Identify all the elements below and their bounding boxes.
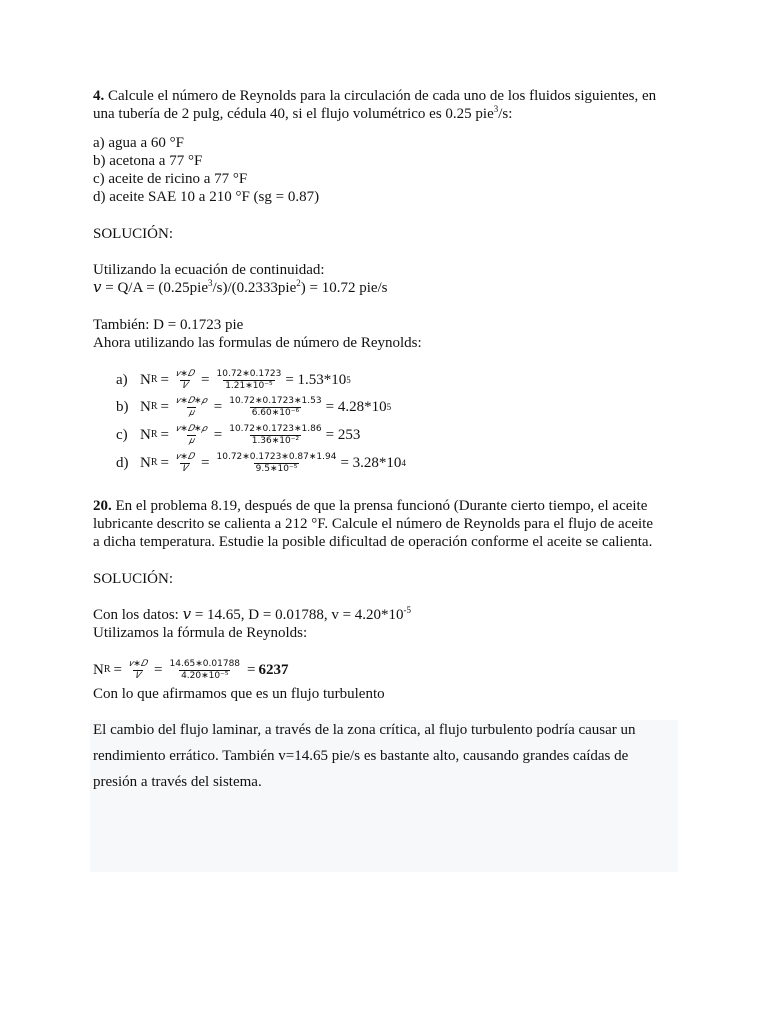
- option-b: b) acetona a 77 °F: [93, 153, 203, 169]
- formula-20: N R = $\frac{\text{𝑣∗𝐷}}{\text{𝑉}}$ = $\frac{14.65∗0.01788}{\text{4.20∗10⁻⁵}}$ = 6237: [93, 658, 289, 681]
- conclusion: Con lo que afirmamos que es un flujo turbulento: [93, 686, 385, 702]
- diameter-statement: También: D = 0.1723 pie: [93, 317, 244, 333]
- solution-label-20: SOLUCIÓN:: [93, 571, 174, 587]
- option-c: c) aceite de ricino a 77 °F: [93, 171, 248, 187]
- reynolds-formula-intro: Utilizamos la fórmula de Reynolds:: [93, 625, 308, 641]
- given-data: Con los datos: 𝑣 = 14.65, D = 0.01788, $v = 4.20*10^{-5}$: [93, 605, 412, 623]
- formula-c: c) N R = $\frac{\text{𝑣∗𝐷∗𝜌}}{\text{𝜇}}$ = $\frac{10.72∗0.1723∗1.86}{\text{1.36∗10⁻²}}$ = 253: [116, 423, 361, 446]
- problem-20-line-2: lubricante descrito se calienta a 212 °F. Calcule el número de Reynolds para el flujo de aceite: [93, 516, 654, 532]
- problem-20-line-3: a dicha temperatura. Estudie la posible dificultad de operación conforme el aceite se calienta.: [93, 534, 653, 550]
- formula-d: d) N R = $\frac{\text{𝑣∗𝐷}}{\text{𝑉}}$ = $\frac{10.72∗0.1723∗0.87∗1.94}{\text{9.5∗10⁻⁵}}$ = 3.28*10 4: [116, 451, 406, 474]
- discussion-line-3: presión a través del sistema.: [93, 774, 262, 790]
- problem-20-line-1: 20. En el problema 8.19, después de que la prensa funcionó (Durante cierto tiempo, el aceite: [93, 498, 648, 514]
- formula-b: b) N R = $\frac{\text{𝑣∗𝐷∗𝜌}}{\text{𝜇}}$ = $\frac{10.72∗0.1723∗1.53}{\text{6.60∗10⁻⁶}}$ = 4.28*10 5: [116, 395, 392, 418]
- discussion-box: [90, 720, 678, 872]
- solution-label-4: SOLUCIÓN:: [93, 226, 174, 242]
- discussion-line-2: rendimiento errático. También v=14.65 pie/s es bastante alto, causando grandes caídas de: [93, 748, 629, 764]
- problem-4-line-1: 4. Calcule el número de Reynolds para la circulación de cada uno de los fluidos siguientes, en: [93, 88, 657, 104]
- option-d: d) aceite SAE 10 a 210 °F (sg = 0.87): [93, 189, 320, 205]
- discussion-line-1: El cambio del flujo laminar, a través de la zona crítica, al flujo turbulento podría causar un: [93, 722, 636, 738]
- problem-4-line-2: una tubería de 2 pulg, cédula 40, si el flujo volumétrico es 0.25 pie$^3$/s:: [93, 104, 513, 122]
- option-a: a) agua a 60 °F: [93, 135, 184, 151]
- continuity-intro: Utilizando la ecuación de continuidad:: [93, 262, 325, 278]
- reynolds-intro: Ahora utilizando las formulas de número de Reynolds:: [93, 335, 422, 351]
- continuity-equation: 𝑣 = Q/A = (0.25pie$^3$/s)/(0.2333pie$^2$) = 10.72 pie/s: [93, 278, 388, 296]
- formula-a: a) N R = $\frac{\text{𝑣∗𝐷}}{\text{𝑉}}$ = $\frac{10.72∗0.1723}{\text{1.21∗10⁻⁵}}$ = 1.53*10 5: [116, 368, 351, 391]
- problem-20-number: 20.: [93, 498, 112, 514]
- problem-4-number: 4.: [93, 88, 105, 104]
